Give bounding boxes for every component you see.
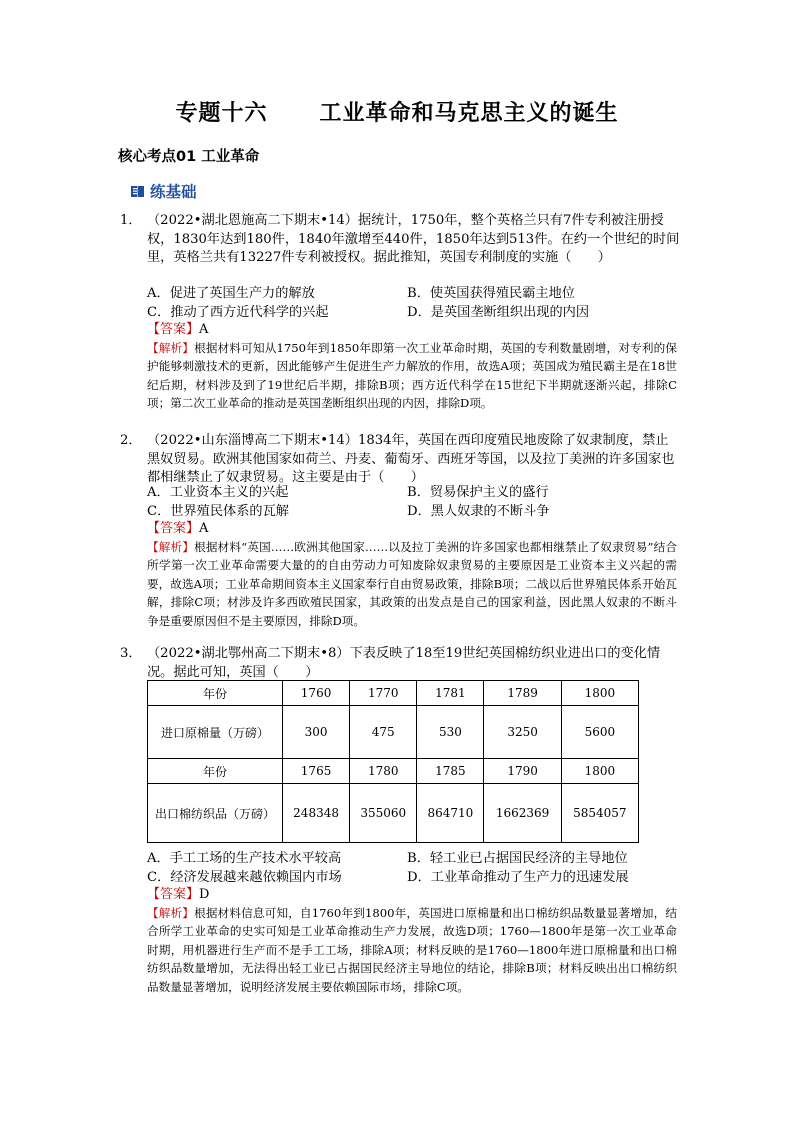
table-cell: 1781 (417, 681, 484, 706)
table-cell: 5854057 (561, 784, 638, 843)
analysis-text: 根据材料信息可知，自1760年到1800年，英国进口原棉量和出口棉纺织品数量显著增加，结合所学工业革命的史实可知是工业革命推动生产力发展，故选D项；1760—1800年是第一次工业革命时期，用机器进行生产而不是手工工场，排除A项；材料反映的是1760—1800年进口原棉量和出口棉纺织品数量增加，无法得出轻工业已占据国民经济主导地位的结论，排除B项；材料反映出出口棉纺织品数量显著增加，说明经济发展主要依赖国际市场，排除C项。 (147, 906, 677, 994)
question-3 (120, 645, 680, 682)
table-cell: 248348 (283, 784, 350, 843)
question-1 (120, 212, 680, 268)
option-d: D．是英国垄断组织出现的内因 (407, 304, 590, 320)
option-b: B．轻工业已占据国民经济的主导地位 (407, 851, 628, 866)
table-cell: 1780 (350, 759, 417, 784)
table-row (148, 681, 639, 706)
table-cell: 1800 (561, 759, 638, 784)
table-cell: 300 (283, 706, 350, 759)
analysis-text: 根据材料“英国……欧洲其他国家……以及拉丁美洲的许多国家也都相继禁止了奴隶贸易”结合所学第一次工业革命需要大量的的自由劳动力可知废除奴隶贸易的主要原因是工业资本主义兴起的需要，故选A项；工业革命期间资本主义国家奉行自由贸易政策，排除B项；二战以后世界殖民体系开始瓦解，排除C项；材涉及许多西欧殖民国家，其政策的出发点是自己的国家利益，因此黑人奴隶的不断斗争是重要原因但不是主要原因，排除D项。 (147, 540, 677, 628)
question-3-options (147, 850, 687, 887)
table-cell: 出口棉纺织品（万磅） (148, 784, 283, 843)
analysis-tag: 【解析】 (147, 540, 195, 554)
table-cell: 1790 (484, 759, 561, 784)
question-2-answer (147, 520, 208, 538)
question-2-options (147, 484, 687, 521)
option-a: A．工业资本主义的兴起 (147, 485, 289, 500)
question-2-analysis (147, 538, 677, 630)
option-d: D．黑人奴隶的不断斗争 (407, 503, 550, 519)
option-a: A．促进了英国生产力的解放 (147, 286, 315, 301)
book-icon (130, 184, 145, 199)
practice-label: 练基础 (150, 183, 197, 201)
table-cell: 530 (417, 706, 484, 759)
option-c: C．世界殖民体系的瓦解 (147, 503, 289, 519)
question-2 (120, 432, 680, 488)
question-number: 1． (120, 213, 142, 228)
table-cell: 1662369 (484, 784, 561, 843)
question-stem: （2022•山东淄博高二下期末•14）1834年，英国在西印度殖民地废除了奴隶制度，禁止黑奴贸易。欧洲其他国家如荷兰、丹麦、葡萄牙、西班牙等国，以及拉丁美洲的许多国家也都相继禁止了奴隶贸易。这主要是由于（ ） (147, 433, 675, 485)
question-1-analysis (147, 339, 677, 413)
table-cell: 3250 (484, 706, 561, 759)
table-cell: 5600 (561, 706, 638, 759)
table-row (148, 706, 639, 759)
answer-tag: 【答案】 (147, 887, 200, 902)
table-cell: 年份 (148, 681, 283, 706)
analysis-text: 根据材料可知从1750年到1850年即第一次工业革命时期，英国的专利数量剧增，对专利的保护能够刺激技术的更新，因此能够产生促进生产力解放的作用，故选A项；英国成为殖民霸主是在18世纪后期，材料涉及到了19世纪后半期，排除B项；西方近代科学在15世纪下半期就逐渐兴起，排除C项；第二次工业革命的推动是英国垄断组织出现的内因，排除D项。 (147, 341, 677, 411)
table-cell: 864710 (417, 784, 484, 843)
question-stem: （2022•湖北鄂州高二下期末•8）下表反映了18至19世纪英国棉纺织业进出口的变化情况。据此可知，英国（ ） (147, 646, 661, 680)
page-title: 专题十六 工业革命和马克思主义的诞生 (175, 101, 619, 126)
practice-heading (130, 180, 197, 202)
option-c: C．经济发展越来越依赖国内市场 (147, 869, 342, 885)
analysis-tag: 【解析】 (147, 341, 195, 355)
table-cell: 475 (350, 706, 417, 759)
table-cell: 进口原棉量（万磅） (148, 706, 283, 759)
data-table (147, 680, 639, 843)
option-c: C．推动了西方近代科学的兴起 (147, 304, 329, 320)
table-row (148, 784, 639, 843)
question-1-answer (147, 321, 208, 339)
table-cell: 1800 (561, 681, 638, 706)
question-stem: （2022•湖北恩施高二下期末•14）据统计，1750年，整个英格兰只有7件专利被注册授权，1830年达到180件，1840年激增至440件，1850年达到513件。在约一个世纪的时间里，英格兰共有13227件专利被授权。据此推知，英国专利制度的实施（ ） (147, 213, 680, 265)
option-a: A．手工工场的生产技术水平较高 (147, 851, 342, 866)
table-cell: 355060 (350, 784, 417, 843)
answer-tag: 【答案】 (147, 322, 200, 337)
option-d: D．工业革命推动了生产力的迅速发展 (407, 869, 629, 885)
table-cell: 1760 (283, 681, 350, 706)
table-cell: 年份 (148, 759, 283, 784)
question-1-options (147, 285, 687, 322)
answer-tag: 【答案】 (147, 521, 200, 536)
table-cell: 1770 (350, 681, 417, 706)
answer-value: A (199, 521, 209, 536)
analysis-tag: 【解析】 (147, 906, 195, 920)
table-cell: 1785 (417, 759, 484, 784)
question-3-analysis (147, 904, 677, 996)
table-row (148, 759, 639, 784)
answer-value: A (199, 322, 209, 337)
question-number: 3． (120, 646, 142, 661)
table-cell: 1789 (484, 681, 561, 706)
question-3-answer (147, 886, 209, 904)
option-b: B．使英国获得殖民霸主地位 (407, 286, 575, 301)
question-number: 2． (120, 433, 142, 448)
table-cell: 1765 (283, 759, 350, 784)
section-heading: 核心考点01 工业革命 (118, 149, 260, 165)
option-b: B．贸易保护主义的盛行 (407, 485, 549, 500)
answer-value: D (199, 887, 210, 902)
